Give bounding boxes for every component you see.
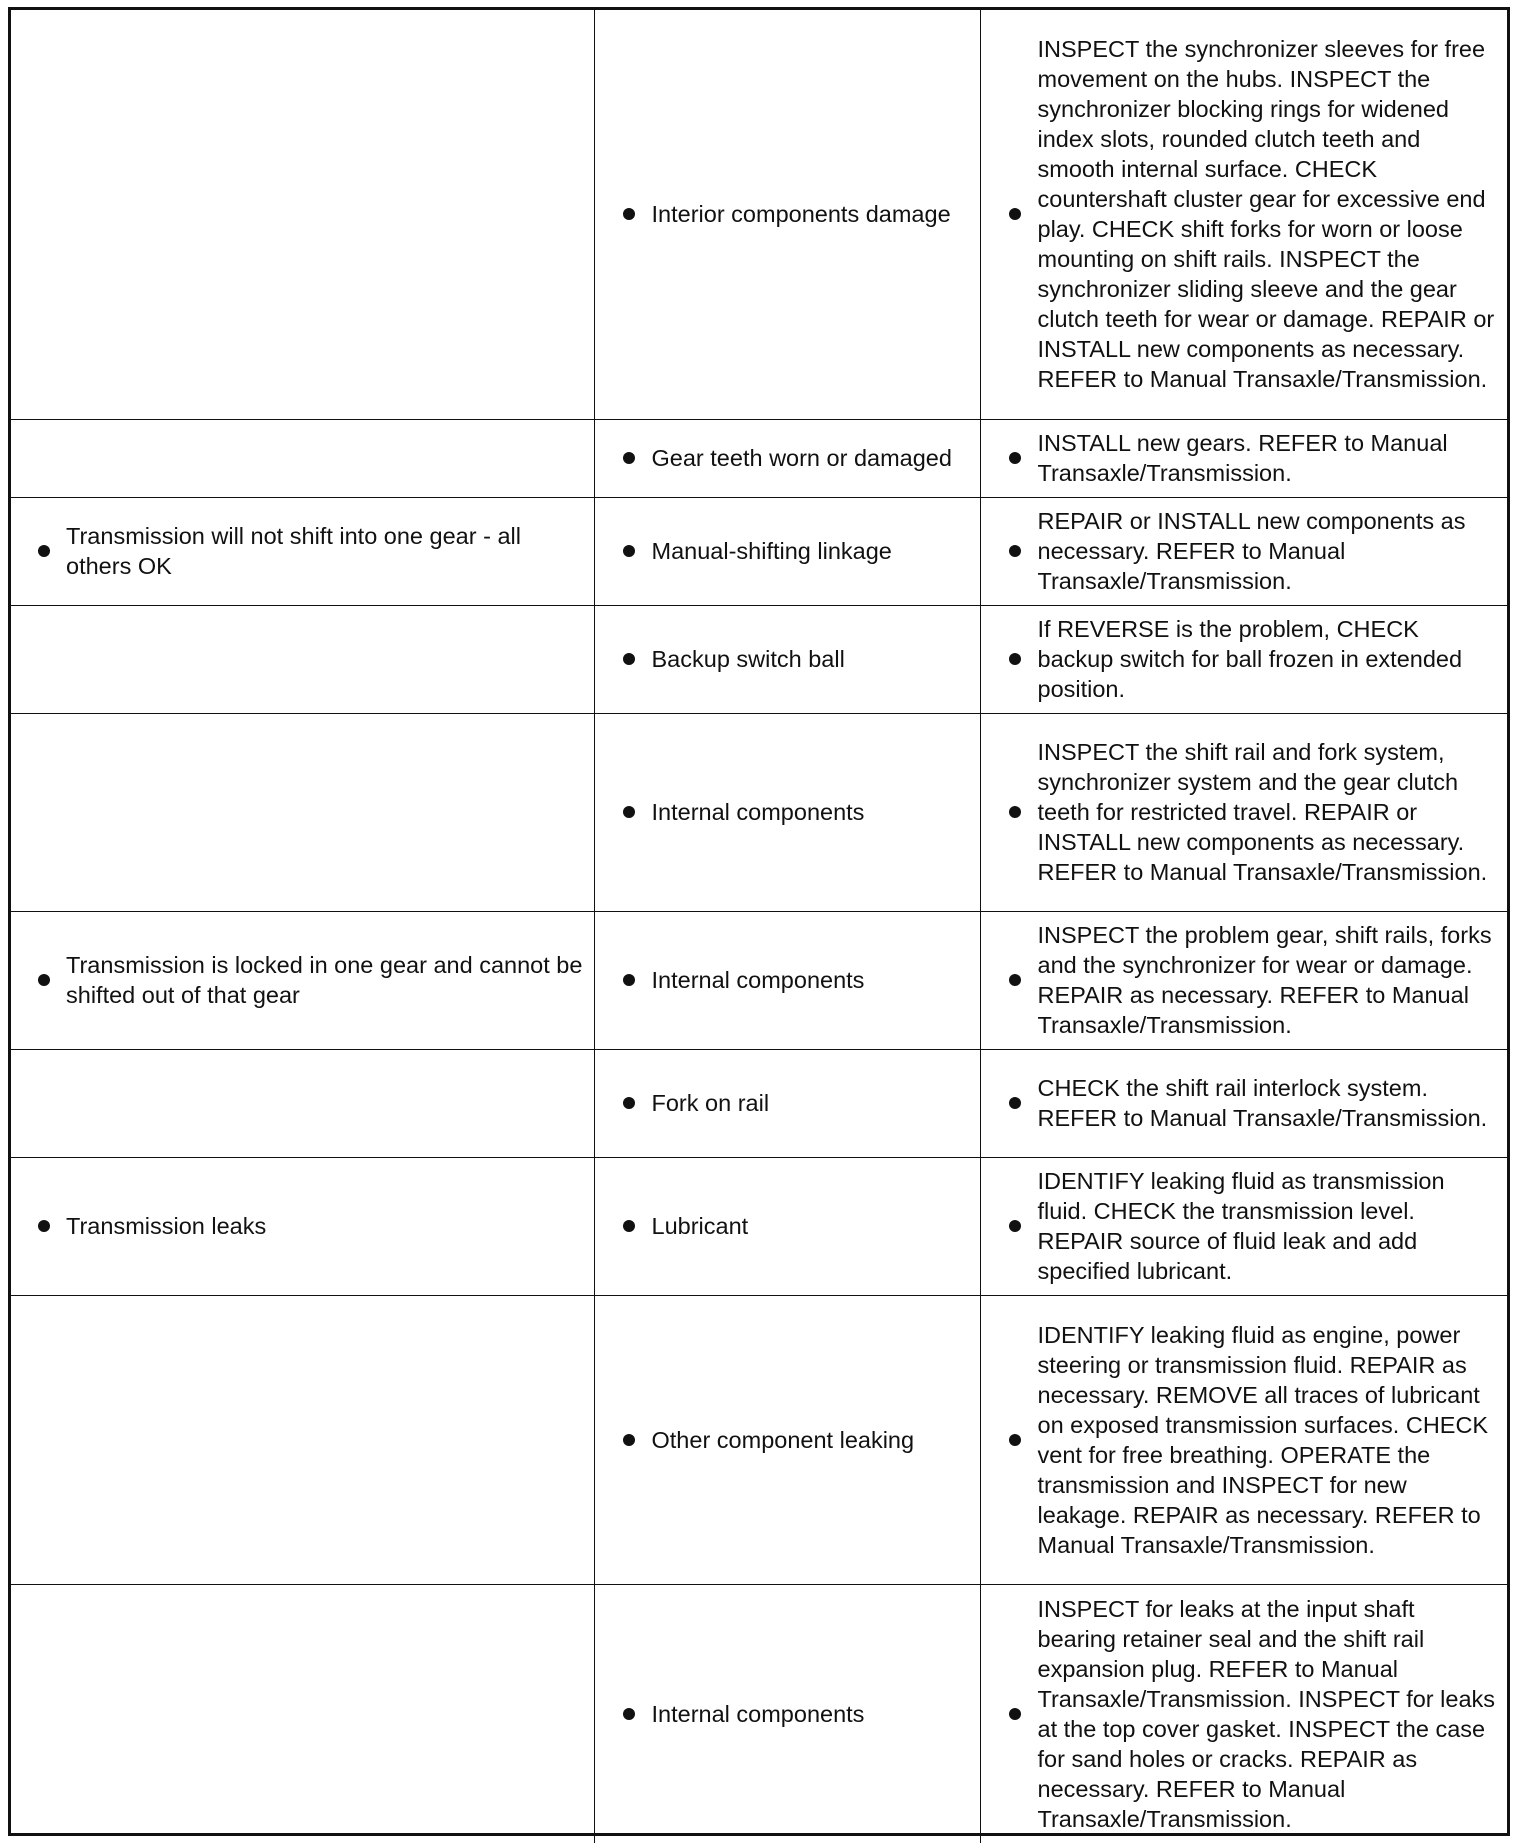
source-text: Internal components (595, 1697, 980, 1731)
action-text: INSPECT the synchronizer sleeves for free movement on the hubs. INSPECT the synchronizer blocking rings for widened index slots, rounded clutch teeth and smooth internal surface. CHECK countershaft cluster gear for excessive end play. CHECK shift forks for worn or loose mounting on shift rails. INSPECT the synchronizer sliding sleeve and the gear clutch teeth for wear or damage. REPAIR or INSTALL new components as necessary. REFER to Manual Transaxle/Transmission. (981, 32, 1508, 396)
condition-cell (11, 1295, 594, 1584)
source-cell (594, 1049, 980, 1157)
action-cell (980, 713, 1507, 911)
table-row (11, 1295, 1507, 1584)
action-cell (980, 10, 1507, 419)
condition-cell (11, 1049, 594, 1157)
action-cell (980, 1295, 1507, 1584)
action-text: IDENTIFY leaking fluid as transmission fluid. CHECK the transmission level. REPAIR source of fluid leak and add specified lubricant. (981, 1164, 1508, 1288)
action-text: REPAIR or INSTALL new components as necessary. REFER to Manual Transaxle/Transmission. (981, 504, 1508, 598)
table-row (11, 10, 1507, 419)
action-cell (980, 1049, 1507, 1157)
table-row (11, 605, 1507, 713)
source-cell (594, 713, 980, 911)
source-text: Backup switch ball (595, 642, 980, 676)
condition-cell (11, 713, 594, 911)
source-text: Internal components (595, 795, 980, 829)
condition-cell (11, 1157, 594, 1295)
action-text: INSPECT the problem gear, shift rails, forks and the synchronizer for wear or damage. REPAIR as necessary. REFER to Manual Transaxle/Transmission. (981, 918, 1508, 1042)
diagnosis-table (11, 10, 1507, 1843)
action-text: INSTALL new gears. REFER to Manual Transaxle/Transmission. (981, 426, 1508, 490)
source-text: Other component leaking (595, 1423, 980, 1457)
condition-cell (11, 1584, 594, 1843)
source-cell (594, 1157, 980, 1295)
condition-cell (11, 911, 594, 1049)
source-text: Lubricant (595, 1209, 980, 1243)
action-text: CHECK the shift rail interlock system. REFER to Manual Transaxle/Transmission. (981, 1071, 1508, 1135)
action-cell (980, 497, 1507, 605)
condition-cell (11, 10, 594, 419)
table-row (11, 1584, 1507, 1843)
source-text: Manual-shifting linkage (595, 534, 980, 568)
table-row (11, 419, 1507, 497)
table-row (11, 911, 1507, 1049)
source-cell (594, 419, 980, 497)
condition-text: Transmission leaks (11, 1209, 594, 1243)
condition-cell (11, 605, 594, 713)
action-cell (980, 419, 1507, 497)
source-text: Fork on rail (595, 1086, 980, 1120)
source-cell (594, 1584, 980, 1843)
condition-text: Transmission is locked in one gear and cannot be shifted out of that gear (11, 948, 594, 1012)
diagnosis-table-sheet (8, 7, 1510, 1836)
table-row (11, 497, 1507, 605)
action-text: If REVERSE is the problem, CHECK backup switch for ball frozen in extended position. (981, 612, 1508, 706)
action-cell (980, 605, 1507, 713)
action-text: IDENTIFY leaking fluid as engine, power steering or transmission fluid. REPAIR as necessary. REMOVE all traces of lubricant on exposed transmission surfaces. CHECK vent for free breathing. OPERATE the transmission and INSPECT for new leakage. REPAIR as necessary. REFER to Manual Transaxle/Transmission. (981, 1318, 1508, 1562)
source-text: Interior components damage (595, 197, 980, 231)
action-cell (980, 1157, 1507, 1295)
source-cell (594, 497, 980, 605)
source-cell (594, 10, 980, 419)
source-cell (594, 1295, 980, 1584)
source-cell (594, 605, 980, 713)
table-row (11, 713, 1507, 911)
condition-cell (11, 419, 594, 497)
source-text: Internal components (595, 963, 980, 997)
source-cell (594, 911, 980, 1049)
action-cell (980, 911, 1507, 1049)
condition-cell (11, 497, 594, 605)
action-cell (980, 1584, 1507, 1843)
table-row (11, 1157, 1507, 1295)
action-text: INSPECT the shift rail and fork system, synchronizer system and the gear clutch teeth for restricted travel. REPAIR or INSTALL new components as necessary. REFER to Manual Transaxle/Transmission. (981, 735, 1508, 889)
table-row (11, 1049, 1507, 1157)
condition-text: Transmission will not shift into one gear - all others OK (11, 519, 594, 583)
action-text: INSPECT for leaks at the input shaft bearing retainer seal and the shift rail expansion plug. REFER to Manual Transaxle/Transmission. INSPECT for leaks at the top cover gasket. INSPECT the case for sand holes or cracks. REPAIR as necessary. REFER to Manual Transaxle/Transmission. (981, 1592, 1508, 1836)
source-text: Gear teeth worn or damaged (595, 441, 980, 475)
